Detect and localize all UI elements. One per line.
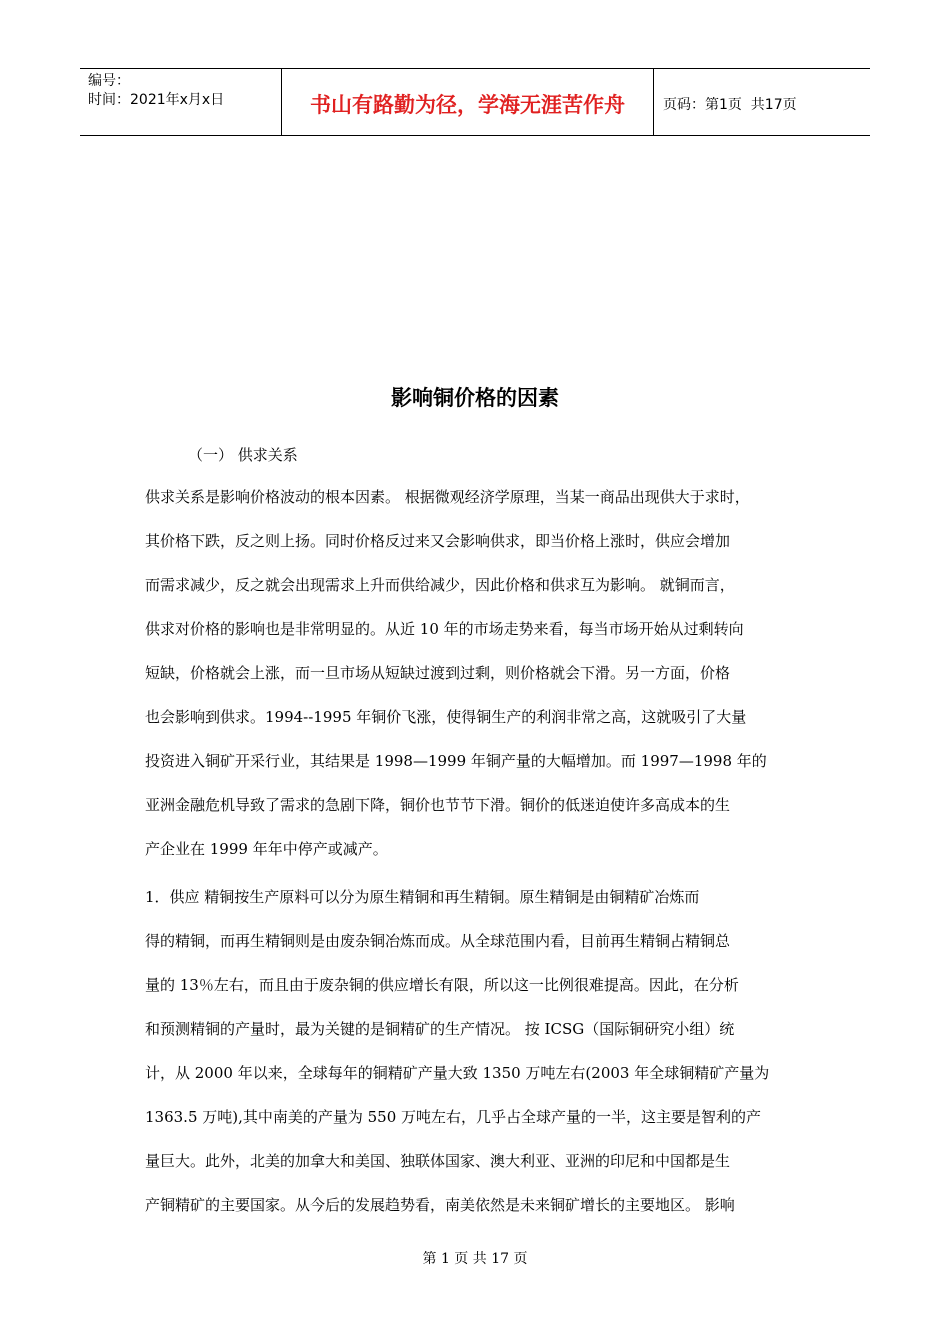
paragraph-line: 1363.5 万吨),其中南美的产量为 550 万吨左右，几乎占全球产量的一半，这主要是智利的产 xyxy=(145,1108,762,1126)
paragraph-line: 供求关系是影响价格波动的根本因素。 根据微观经济学原理，当某一商品出现供大于求时， xyxy=(145,488,750,506)
paragraph-line: 投资进入铜矿开采行业，其结果是 1998—1999 年铜产量的大幅增加。而 1997—1998 年的 xyxy=(145,752,767,770)
paragraph-line: 而需求减少，反之就会出现需求上升而供给减少，因此价格和供求互为影响。 就铜而言， xyxy=(145,576,735,594)
paragraph-line: 短缺，价格就会上涨，而一旦市场从短缺过渡到过剩，则价格就会下滑。另一方面，价格 xyxy=(145,664,731,682)
header-number-label: 编号： xyxy=(88,73,130,89)
paragraph-line: 其价格下跌，反之则上扬。同时价格反过来又会影响供求，即当价格上涨时，供应会增加 xyxy=(145,532,731,550)
header-time-label: 时间：2021年x月x日 xyxy=(88,92,225,108)
paragraph-line: 计，从 2000 年以来，全球每年的铜精矿产量大致 1350 万吨左右(2003 年全球铜精矿产量为 xyxy=(145,1064,770,1082)
paragraph-line: 供求对价格的影响也是非常明显的。从近 10 年的市场走势来看，每当市场开始从过剩转向 xyxy=(145,620,744,638)
paragraph-line: 量巨大。此外，北美的加拿大和美国、独联体国家、澳大利亚、亚洲的印尼和中国都是生 xyxy=(145,1152,731,1170)
paragraph-line: 和预测精铜的产量时，最为关键的是铜精矿的生产情况。 按 ICSG（国际铜研究小组）统 xyxy=(145,1020,735,1038)
paragraph-line: 亚洲金融危机导致了需求的急剧下降，铜价也节节下滑。铜价的低迷迫使许多高成本的生 xyxy=(145,796,731,814)
footer-page-number: 第 1 页 共 17 页 xyxy=(422,1251,528,1267)
paragraph-line: 产铜精矿的主要国家。从今后的发展趋势看，南美依然是未来铜矿增长的主要地区。 影响 xyxy=(145,1196,735,1214)
paragraph-line: 得的精铜，而再生精铜则是由废杂铜冶炼而成。从全球范围内看，目前再生精铜占精铜总 xyxy=(145,932,731,950)
section-heading: （一） 供求关系 xyxy=(188,446,298,464)
header-page-cell xyxy=(654,69,870,135)
paragraph-line: 1．供应 精铜按生产原料可以分为原生精铜和再生精铜。原生精铜是由铜精矿冶炼而 xyxy=(145,888,700,906)
document-title: 影响铜价格的因素 xyxy=(391,386,559,410)
header-page-info: 页码：第1页 共17页 xyxy=(663,97,797,113)
paragraph-line: 量的 13％左右，而且由于废杂铜的供应增长有限，所以这一比例很难提高。因此，在分析 xyxy=(145,976,739,994)
header-motto: 书山有路勤为径，学海无涯苦作舟 xyxy=(310,93,625,117)
header-meta-cell xyxy=(80,69,282,135)
header-table xyxy=(80,68,870,136)
paragraph-line: 产企业在 1999 年年中停产或减产。 xyxy=(145,840,388,858)
header-motto-cell xyxy=(282,69,654,135)
paragraph-line: 也会影响到供求。1994--1995 年铜价飞涨，使得铜生产的利润非常之高，这就吸引了大量 xyxy=(145,708,747,726)
